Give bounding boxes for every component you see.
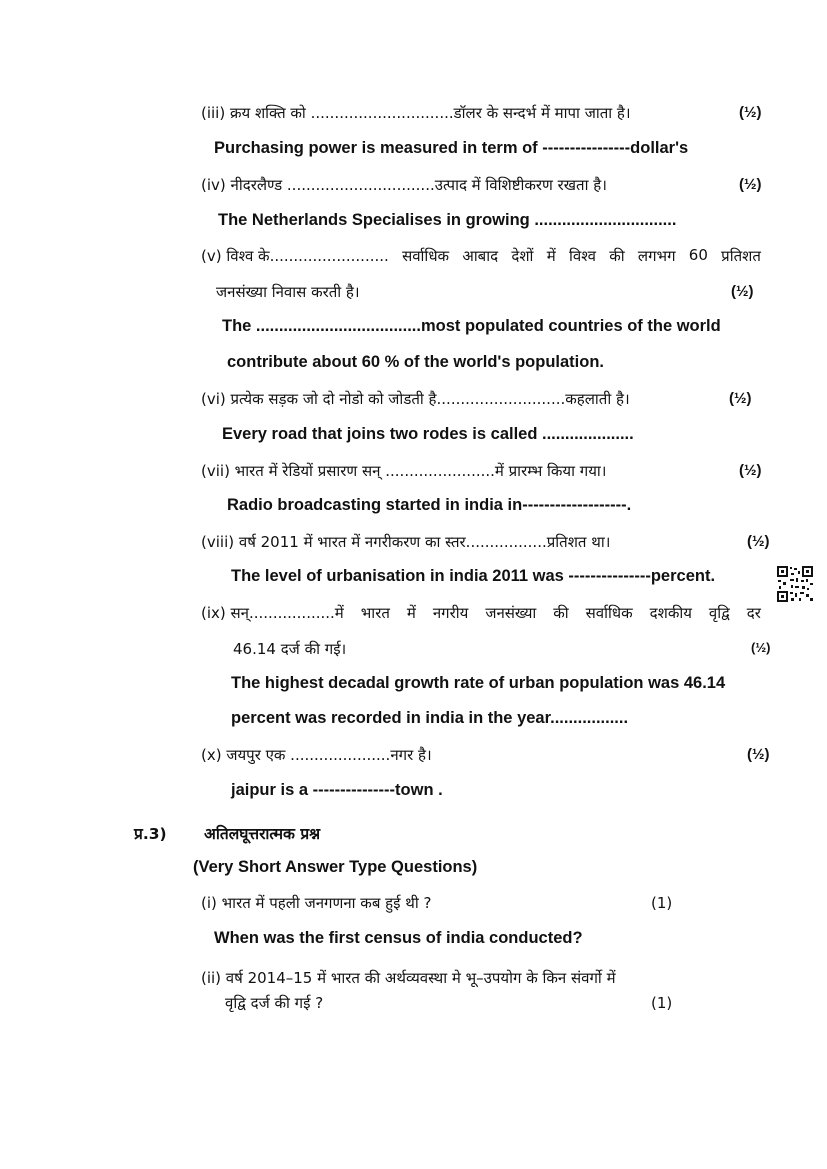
question-v-english-line1: The ....................................most populated countries of the world — [222, 317, 721, 335]
question-viii-hindi: (viii) वर्ष 2011 में भारत में नगरीकरण का स्तर.................प्रतिशत था। — [201, 533, 611, 551]
question-x-hindi: (x) जयपुर एक .....................नगर है। — [201, 746, 432, 764]
question-iv-english: The Netherlands Specialises in growing ............................... — [218, 211, 677, 229]
section-subtitle: (Very Short Answer Type Questions) — [193, 858, 478, 876]
question-iv-marks: (½) — [739, 176, 762, 193]
question-iii-hindi: (iii) क्रय शक्ति को ..............................डॉलर के सन्दर्भ में मापा जाता है। — [201, 104, 631, 122]
question-vii-english: Radio broadcasting started in india in-------------------. — [227, 496, 632, 514]
question-ix-hindi-line1: (ix) सन्..................में भारत में नगरीय जनसंख्या की सर्वाधिक दशकीय वृद्वि दर — [201, 604, 761, 622]
question-vii-marks: (½) — [739, 462, 762, 479]
question-v-hindi-line1: (v) विश्व के......................... सर्वाधिक आबाद देशों में विश्व की लगभग 60 प्रतिशत — [201, 246, 761, 265]
vsq-i-english: When was the first census of india conducted? — [214, 929, 583, 947]
question-vii-hindi: (vii) भारत में रेडियों प्रसारण सन् .......................में प्रारम्भ किया गया। — [201, 462, 607, 480]
question-viii-marks: (½) — [747, 533, 770, 550]
qr-code-icon — [776, 565, 814, 603]
question-iii-marks: (½) — [739, 104, 762, 121]
section-number: प्र.3) — [134, 825, 167, 843]
question-x-marks: (½) — [747, 746, 770, 763]
question-vi-marks: (½) — [729, 390, 752, 407]
vsq-i-marks: (1) — [651, 894, 673, 912]
question-viii-english: The level of urbanisation in india 2011 was ---------------percent. — [231, 567, 716, 585]
question-ix-english-line2: percent was recorded in india in the year................. — [231, 709, 629, 727]
question-ix-hindi-line2: 46.14 दर्ज की गई। — [233, 640, 347, 658]
question-x-english: jaipur is a ---------------town . — [231, 781, 443, 799]
vsq-ii-hindi-line1: (ii) वर्ष 2014–15 में भारत की अर्थव्यवस्था मे भू–उपयोग के किन संवर्गो में — [201, 969, 616, 987]
question-iii-english: Purchasing power is measured in term of ----------------dollar's — [214, 139, 689, 157]
vsq-ii-marks: (1) — [651, 994, 673, 1012]
question-iv-hindi: (iv) नीदरलैण्ड ...............................उत्पाद में विशिष्टीकरण रखता है। — [201, 176, 607, 194]
question-ix-english-line1: The highest decadal growth rate of urban population was 46.14 — [231, 674, 726, 692]
question-v-english-line2: contribute about 60 % of the world's population. — [227, 353, 605, 371]
question-vi-english: Every road that joins two rodes is called .................... — [222, 425, 634, 443]
question-ix-marks: (½) — [751, 640, 771, 655]
section-title: अतिलघूत्तरात्मक प्रश्न — [204, 825, 321, 843]
question-v-marks: (½) — [731, 283, 754, 300]
question-vi-hindi: (vi) प्रत्येक सड़क जो दो नोडो को जोडती है...........................कहलाती है। — [201, 390, 630, 408]
vsq-ii-hindi-line2: वृद्वि दर्ज की गई ? — [225, 994, 324, 1012]
question-v-hindi-line2: जनसंख्या निवास करती है। — [216, 283, 360, 301]
vsq-i-hindi: (i) भारत में पहली जनगणना कब हुई थी ? — [201, 894, 432, 912]
